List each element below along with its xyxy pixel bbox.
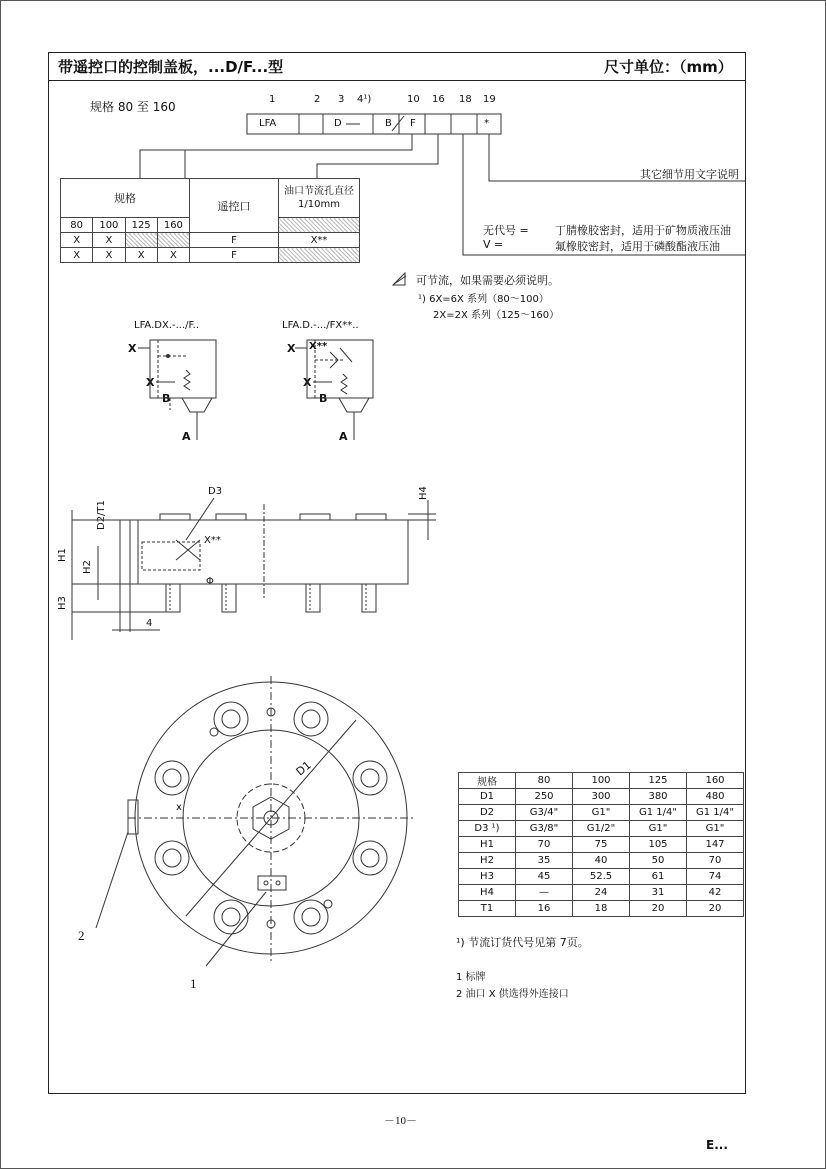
cell: 20 (630, 901, 687, 917)
cell: 480 (687, 789, 744, 805)
section-view (72, 498, 436, 640)
cell: 61 (630, 869, 687, 885)
cell: D1 (459, 789, 516, 805)
cell: 147 (687, 837, 744, 853)
cell: X (61, 233, 93, 248)
position-4: 4¹) (357, 94, 372, 105)
cell: G1" (687, 821, 744, 837)
position-16: 16 (432, 94, 445, 105)
label-d1: D1 (293, 758, 314, 779)
size-range-label: 规格 80 至 160 (90, 100, 176, 114)
code-f: F (410, 118, 416, 129)
seal-text-fkm: 氟橡胶密封，适用于磷酸酯液压油 (555, 240, 720, 253)
cell: 52.5 (573, 869, 630, 885)
size-80: 80 (61, 218, 93, 233)
header-cell: 100 (573, 773, 630, 789)
page-title: 带遥控口的控制盖板，...D/F...型 (58, 58, 284, 76)
bolt-hole (214, 900, 248, 934)
unit-label: 尺寸单位：（mm） (604, 58, 733, 76)
symbol-1-x2: X (146, 376, 155, 389)
cell: G1 1/4" (687, 805, 744, 821)
orifice-cell: X** (279, 233, 360, 248)
cell: X (125, 248, 157, 263)
cell: X (93, 248, 125, 263)
code-leader-lines (140, 134, 745, 255)
code-d: D (334, 118, 342, 129)
page-number: －10－ (384, 1115, 417, 1127)
bolt-hole (294, 900, 328, 934)
throttle-note: 可节流，如果需要必须说明。 (416, 274, 559, 287)
cell: 105 (630, 837, 687, 853)
callout-1: 1 (190, 976, 197, 991)
symbol-2-a: A (339, 430, 348, 443)
cell: 45 (516, 869, 573, 885)
brand-mark: E... (706, 1138, 728, 1152)
cell: 70 (516, 837, 573, 853)
seal-code-fkm: V = (483, 238, 504, 251)
header-cell: 80 (516, 773, 573, 789)
bolt-hole (214, 702, 248, 736)
plan-view (96, 676, 414, 966)
symbol-2-x: X (287, 342, 296, 355)
cell: 35 (516, 853, 573, 869)
cell: 75 (573, 837, 630, 853)
cell: 70 (687, 853, 744, 869)
seal-text-nbr: 丁腈橡胶密封，适用于矿物质液压油 (555, 224, 731, 237)
cell: G1" (573, 805, 630, 821)
label-phi: Φ (206, 576, 214, 587)
cell: D2 (459, 805, 516, 821)
footnote-item-1: 1 标牌 (456, 972, 486, 983)
cell: G1 1/4" (630, 805, 687, 821)
bolt-hole (353, 761, 387, 795)
cell: H3 (459, 869, 516, 885)
cell: 74 (687, 869, 744, 885)
cell: 380 (630, 789, 687, 805)
cell: X (61, 248, 93, 263)
label-h3: H3 (57, 596, 68, 610)
code-star: * (484, 118, 489, 129)
code-lfa: LFA (259, 118, 277, 129)
label-d3: D3 (208, 486, 223, 497)
symbol-2-orifice: X** (309, 341, 328, 352)
ordering-code-boxes (247, 114, 501, 134)
symbol-2-title: LFA.D.-.../FX**.. (282, 320, 359, 331)
symbol-1-a: A (182, 430, 191, 443)
remote-cell: F (190, 248, 279, 263)
cell: 31 (630, 885, 687, 901)
cell: — (516, 885, 573, 901)
callout-2: 2 (78, 928, 85, 943)
cell: D3 ¹) (459, 821, 516, 837)
cell: 42 (687, 885, 744, 901)
cell: G3/4" (516, 805, 573, 821)
label-h2: H2 (82, 560, 93, 574)
bolt-hole (294, 702, 328, 736)
remote-cell: F (190, 233, 279, 248)
label-xstar: X** (204, 535, 221, 546)
cell: 50 (630, 853, 687, 869)
cell: H2 (459, 853, 516, 869)
col-orifice-unit: 1/10mm (298, 199, 340, 210)
header-cell: 规格 (459, 773, 516, 789)
seal-code-nbr: 无代号 = (483, 224, 529, 237)
symbol-1-x: X (128, 342, 137, 355)
cell: 300 (573, 789, 630, 805)
symbol-2-x2: X (303, 376, 312, 389)
footnote-orifice: ¹) 节流订货代号见第 7页。 (456, 936, 589, 949)
header-cell: 125 (630, 773, 687, 789)
cell: 40 (573, 853, 630, 869)
cell: H1 (459, 837, 516, 853)
position-1: 1 (269, 94, 276, 105)
cell: G1" (630, 821, 687, 837)
label-4: 4 (146, 618, 153, 629)
symbol-2-b: B (319, 392, 328, 405)
cell: X (157, 248, 189, 263)
size-100: 100 (93, 218, 125, 233)
footnote-item-2: 2 油口 X 供选得外连接口 (456, 989, 569, 1000)
bolt-hole (155, 841, 189, 875)
cell: G1/2" (573, 821, 630, 837)
col-remote-header: 遥控口 (190, 179, 279, 233)
position-3: 3 (338, 94, 345, 105)
hydraulic-symbol-2 (295, 340, 373, 440)
bolt-hole (155, 761, 189, 795)
label-d2-t1: D2/T1 (96, 500, 107, 530)
cell: H4 (459, 885, 516, 901)
symbol-1-b: B (162, 392, 171, 405)
cell: 20 (687, 901, 744, 917)
cell: T1 (459, 901, 516, 917)
label-h1: H1 (57, 548, 68, 562)
hydraulic-symbol-1 (138, 340, 216, 440)
col-orifice-title: 油口节流孔直径 (284, 186, 354, 197)
size-125: 125 (125, 218, 157, 233)
cell: G3/8" (516, 821, 573, 837)
series-note-2: 2X=2X 系列（125～160） (433, 310, 560, 321)
position-18: 18 (459, 94, 472, 105)
position-19: 19 (483, 94, 496, 105)
bolt-hole (353, 841, 387, 875)
cell: 18 (573, 901, 630, 917)
symbol-1-title: LFA.DX.-.../F.. (134, 320, 199, 331)
cell: 16 (516, 901, 573, 917)
col-size-header: 规格 (61, 179, 190, 218)
cell: X (93, 233, 125, 248)
position-2: 2 (314, 94, 321, 105)
label-h4: H4 (418, 486, 429, 500)
label-x-port: x (176, 802, 182, 813)
code-b: B (385, 118, 392, 129)
cell: 250 (516, 789, 573, 805)
header-cell: 160 (687, 773, 744, 789)
other-details-note: 其它细节用文字说明 (640, 168, 739, 181)
series-note-1: ¹) 6X=6X 系列（80～100） (418, 294, 549, 305)
position-10: 10 (407, 94, 420, 105)
cell: 24 (573, 885, 630, 901)
size-160: 160 (157, 218, 189, 233)
